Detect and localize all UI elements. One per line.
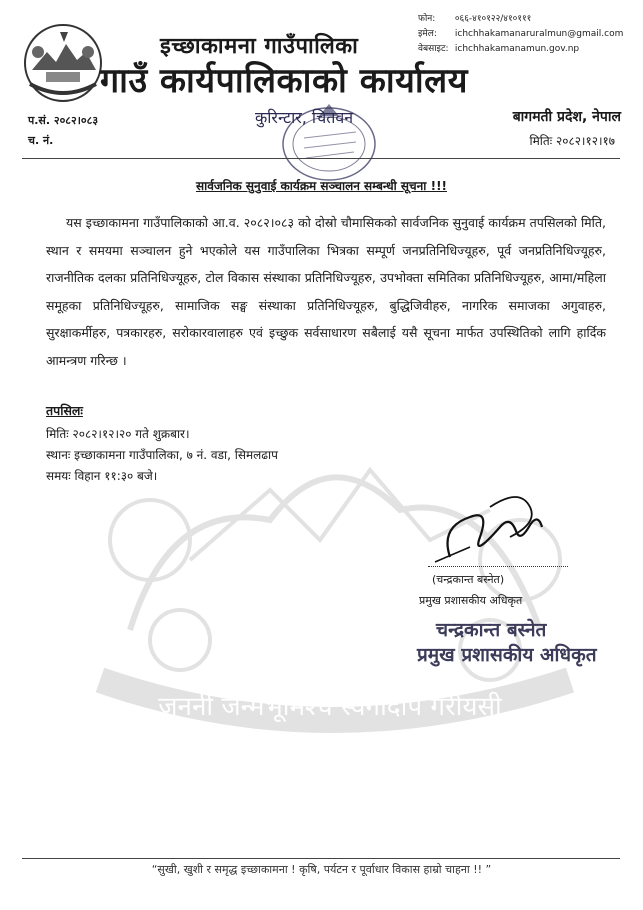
name-stamp: चन्द्रकान्त बस्नेत (436, 619, 547, 641)
notice-subject: सार्वजनिक सुनुवाई कार्यक्रम सञ्चालन सम्बन्धी सूचना !!! (195, 179, 448, 193)
footer-slogan: “सुखी, खुशी र समृद्ध इच्छाकामना ! कृषि, पर्यटन र पूर्वाधार विकास हाम्रो चाहना !! ” (151, 863, 492, 876)
office-name: गाउँ कार्यपालिकाको कार्यालय (100, 61, 468, 101)
issue-date: मितिः २०८२।१२।१७ (529, 134, 615, 148)
nepal-emblem-icon (22, 22, 104, 104)
reference-number: प.सं. २०८२।०८३ (28, 114, 99, 127)
signature-line (428, 566, 568, 567)
province-name: बागमती प्रदेश, नेपाल (512, 109, 621, 125)
email-address: ichchhakamanaruralmun@gmail.com (454, 29, 624, 39)
palika-name: इच्छाकामना गाउँपालिका (160, 34, 359, 59)
title-stamp: प्रमुख प्रशासकीय अधिकृत (417, 644, 597, 666)
dispatch-number: च. नं. (28, 134, 54, 147)
website-line (418, 42, 623, 57)
email-label: इमेल: (418, 29, 437, 39)
signature-icon (430, 487, 560, 567)
stamp-location: कुरिन्टार, चितवन (255, 108, 354, 127)
website-label: वेबसाइट: (418, 44, 449, 54)
phone-number: ०६६-४१०१२२/४१०१११ (454, 14, 532, 24)
contact-block (418, 12, 623, 57)
notice-body: यस इच्छाकामना गाउँपालिकाको आ.व. २०८२।०८३ को दोस्रो चौमासिकको सार्वजनिक सुनुवाई कार्यक्रम तपसिलको मिति, स्थान र समयमा सञ्चालन हुने भएकोले यस गाउँपालिका भित्रका सम्पूर्ण जनप्रतिनिधिज्यूहरु, पूर्व जनप्रतिनिधिज्यूहरु, राजनीतिक दलका प्रतिनिधिज्यूहरु, टोल विकास संस्थाका प्रतिनिधिज्यूहरु, उपभोक्ता समितिका प्रतिनिधिज्यूहरु, आमा/महिला समूहका प्रतिनिधिज्यूहरु, सामाजिक सङ्घ संस्थाका प्रतिनिधिज्यूहरु, बुद्धिजिवीहरु, नागरिक समाजका अगुवाहरु, सुरक्षाकर्मीहरु, पत्रकारहरु, सरोकारवालाहरु एवं इच्छुक सर्वसाधारण सबैलाई यसै सूचना मार्फत उपस्थितिको लागि हार्दिक आमन्त्रण गरिन्छ । (46, 215, 606, 368)
details-heading: तपसिलः (46, 403, 83, 418)
website-address: ichchhakamanamun.gov.np (454, 44, 580, 54)
watermark-motto: जननी जन्मभूमिश्च स्वर्गादपि गरीयसी (158, 692, 502, 722)
signatory-title: प्रमुख प्रशासकीय अधिकृत (419, 594, 523, 607)
event-place: स्थानः इच्छाकामना गाउँपालिका, ७ नं. वडा, सिमलढाप (46, 448, 278, 462)
phone-line (418, 12, 623, 27)
event-time: समयः विहान ११:३० बजे। (46, 469, 158, 483)
footer-divider (22, 858, 620, 859)
event-date: मितिः २०८२।१२।२० गते शुक्रबार। (46, 427, 190, 441)
signatory-name: (चन्द्रकान्त बस्नेत) (432, 573, 505, 586)
header-divider (22, 158, 620, 159)
phone-label: फोन: (418, 14, 436, 24)
email-line (418, 27, 623, 42)
